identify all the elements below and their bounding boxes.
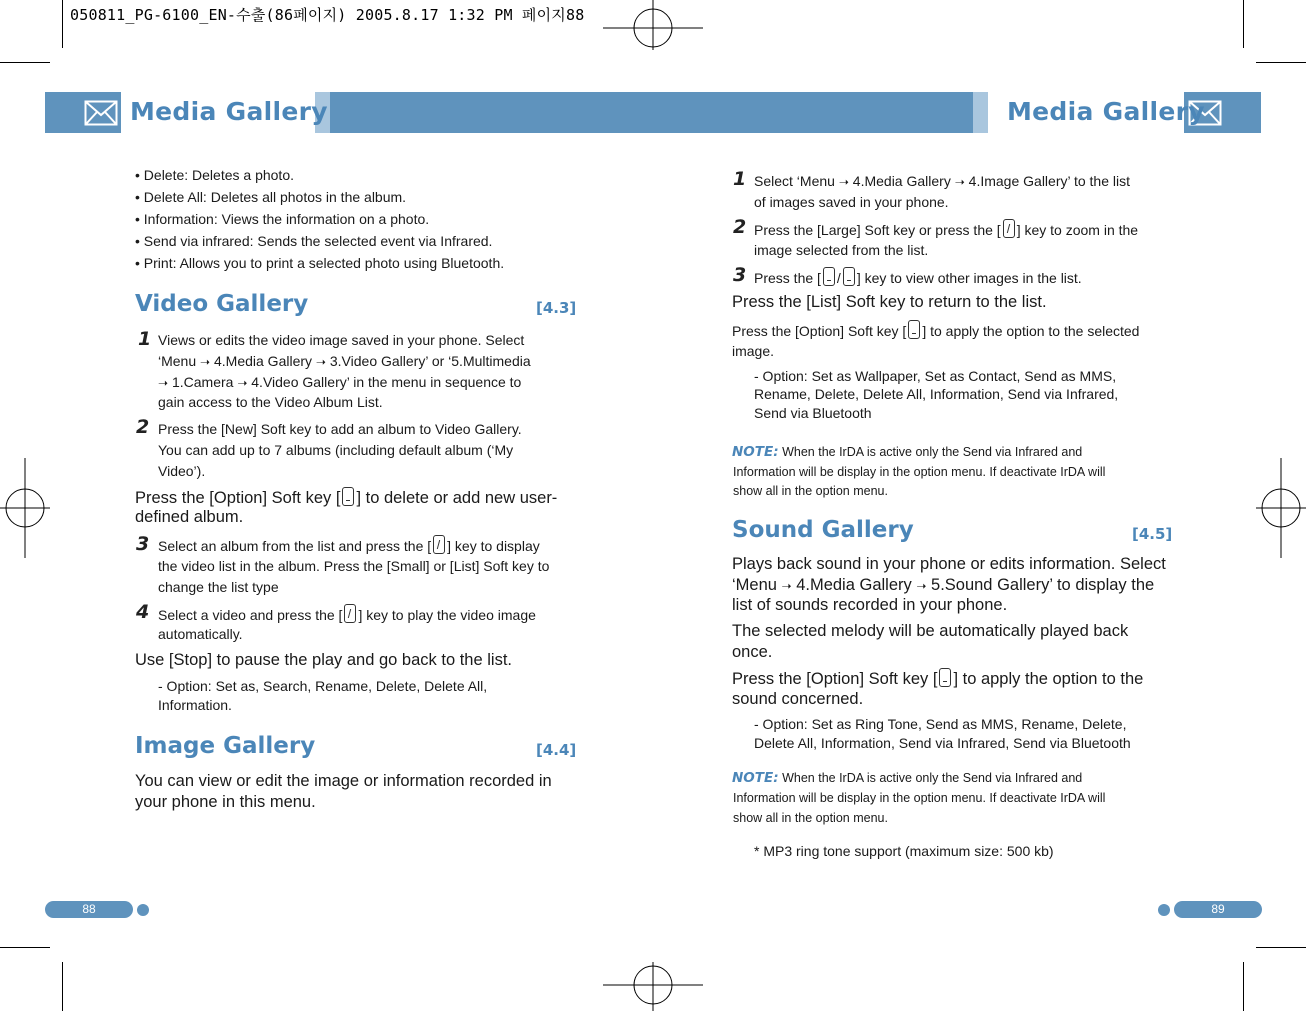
bullet-delete-all: • Delete All: Deletes all photos in the album.: [135, 189, 407, 205]
paragraph-text: once.: [732, 643, 773, 661]
registration-mark-bottom: [600, 960, 706, 1011]
paragraph-text: sound concerned.: [732, 690, 864, 708]
section-title-sound-gallery: Sound Gallery: [732, 517, 914, 543]
step-number: 2: [136, 416, 150, 438]
step-text: Video’).: [158, 463, 206, 479]
bullet-information: • Information: Views the information on a photo.: [135, 211, 430, 227]
step-text: Press the [Large] Soft key or press the [ ] key to zoom in the: [754, 219, 1138, 241]
step-text: ‘Menu ➝ 4.Media Gallery ➝ 3.Video Gallery’ or ‘5.Multimedia: [158, 353, 531, 369]
option-list: - Option: Set as Wallpaper, Set as Contact, Send as MMS,: [754, 368, 1117, 384]
step-number: 1: [733, 168, 747, 190]
note-label: NOTE:: [732, 770, 779, 786]
option-list: Information.: [158, 697, 232, 713]
step-text: Press the [ / ] key to view other images in the list.: [754, 267, 1082, 289]
step-number: 2: [733, 216, 747, 238]
option-list: Delete All, Information, Send via Infrared, Send via Bluetooth: [754, 735, 1131, 751]
arrow-icon: ➝: [954, 175, 965, 189]
step-number: 3: [733, 264, 747, 286]
page-title-left: Media Gallery: [130, 97, 328, 126]
paragraph-text: Press the [Option] Soft key [ ] to apply the option to the selected: [732, 320, 1139, 342]
note-text: Information will be display in the option menu. If deactivate IrDA will: [733, 791, 1106, 805]
option-list: - Option: Set as, Search, Rename, Delete, Delete All,: [158, 678, 488, 694]
section-code-image: [4.4]: [536, 741, 577, 759]
section-code-video: [4.3]: [536, 299, 577, 317]
paragraph-text: Use [Stop] to pause the play and go back to the list.: [135, 651, 512, 669]
arrow-icon: ➝: [237, 376, 248, 390]
section-code-sound: [4.5]: [1132, 525, 1173, 543]
step-text: the video list in the album. Press the [Small] or [List] Soft key to: [158, 558, 550, 574]
left-key-icon: [823, 267, 835, 286]
arrow-icon: ➝: [315, 355, 326, 369]
paragraph-option-key: Press the [Option] Soft key [ ] to delete or add new user-: [135, 489, 558, 507]
paragraph-text: Press the [List] Soft key to return to the list.: [732, 293, 1047, 311]
arrow-icon: ➝: [838, 175, 849, 189]
step-text: of images saved in your phone.: [754, 194, 949, 210]
arrow-icon: ➝: [158, 376, 169, 390]
bullet-delete: • Delete: Deletes a photo.: [135, 167, 294, 183]
note-label: NOTE:: [732, 444, 779, 460]
registration-mark-top: [600, 0, 706, 52]
step-text: Select an album from the list and press the [ ] key to display: [158, 535, 540, 557]
paragraph-text: You can view or edit the image or information recorded in: [135, 772, 552, 790]
registration-mark-right: [1254, 455, 1306, 561]
step-text: Views or edits the video image saved in your phone. Select: [158, 332, 525, 348]
arrow-icon: ➝: [781, 579, 792, 593]
soft-key-icon: [908, 320, 920, 339]
step-text: Select a video and press the [ ] key to play the video image: [158, 604, 536, 626]
page-number-left: 88: [45, 901, 133, 918]
step-text: You can add up to 7 albums (including default album (‘My: [158, 442, 514, 458]
note-text: Information will be display in the option menu. If deactivate IrDA will: [733, 465, 1106, 479]
step-number: 4: [136, 601, 150, 623]
section-title-video-gallery: Video Gallery: [135, 291, 309, 317]
option-list: - Option: Set as Ring Tone, Send as MMS, Rename, Delete,: [754, 716, 1127, 732]
note-block: NOTE: When the IrDA is active only the Send via Infrared and: [732, 770, 1083, 786]
registration-mark-left: [0, 455, 52, 561]
note-block: NOTE: When the IrDA is active only the Send via Infrared and: [732, 444, 1083, 460]
page-number-right: 89: [1174, 901, 1262, 918]
paragraph-text: image.: [732, 343, 775, 359]
paragraph-text: Plays back sound in your phone or edits information. Select: [732, 555, 1166, 573]
right-key-icon: [843, 267, 855, 286]
option-list: Rename, Delete, Delete All, Information, Send via Infrared,: [754, 386, 1119, 402]
soft-key-icon: [939, 668, 951, 687]
step-text: change the list type: [158, 579, 279, 595]
step-text: ➝ 1.Camera ➝ 4.Video Gallery’ in the menu in sequence to: [158, 374, 522, 390]
envelope-icon: [84, 100, 118, 126]
soft-key-icon: [342, 487, 354, 506]
paragraph-text: ‘Menu ➝ 4.Media Gallery ➝ 5.Sound Gallery’ to display the: [732, 576, 1155, 594]
step-text: image selected from the list.: [754, 242, 929, 258]
page-title-right: Media Gallery: [1007, 97, 1205, 126]
page-dot-right: [1158, 904, 1170, 916]
mp3-footnote: * MP3 ring tone support (maximum size: 500 kb): [754, 843, 1054, 859]
step-number: 3: [136, 533, 150, 555]
note-text: show all in the option menu.: [733, 484, 888, 498]
paragraph-text: your phone in this menu.: [135, 793, 316, 811]
paragraph-text: list of sounds recorded in your phone.: [732, 596, 1008, 614]
arrow-icon: ➝: [916, 579, 927, 593]
step-number: 1: [138, 328, 152, 350]
step-text: Select ‘Menu ➝ 4.Media Gallery ➝ 4.Image Gallery’ to the list: [754, 173, 1130, 189]
note-text: show all in the option menu.: [733, 811, 888, 825]
paragraph-text: defined album.: [135, 508, 244, 526]
option-list: Send via Bluetooth: [754, 405, 872, 421]
page-dot-left: [137, 904, 149, 916]
paragraph-text: The selected melody will be automatically played back: [732, 622, 1129, 640]
step-text: Press the [New] Soft key to add an album to Video Gallery.: [158, 421, 522, 437]
section-title-image-gallery: Image Gallery: [135, 733, 316, 759]
ok-key-icon: [1003, 219, 1015, 238]
ok-key-icon: [433, 535, 445, 554]
step-text: automatically.: [158, 626, 243, 642]
bullet-send-infrared: • Send via infrared: Sends the selected event via Infrared.: [135, 233, 493, 249]
paragraph-text: Press the [Option] Soft key [ ] to apply the option to the: [732, 670, 1144, 688]
print-info: 050811_PG-6100_EN-수출(86페이지) 2005.8.17 1:32 PM 페이지88: [70, 6, 585, 24]
bullet-print: • Print: Allows you to print a selected photo using Bluetooth.: [135, 255, 505, 271]
step-text: gain access to the Video Album List.: [158, 394, 383, 410]
arrow-icon: ➝: [200, 355, 211, 369]
ok-key-icon: [344, 604, 356, 623]
